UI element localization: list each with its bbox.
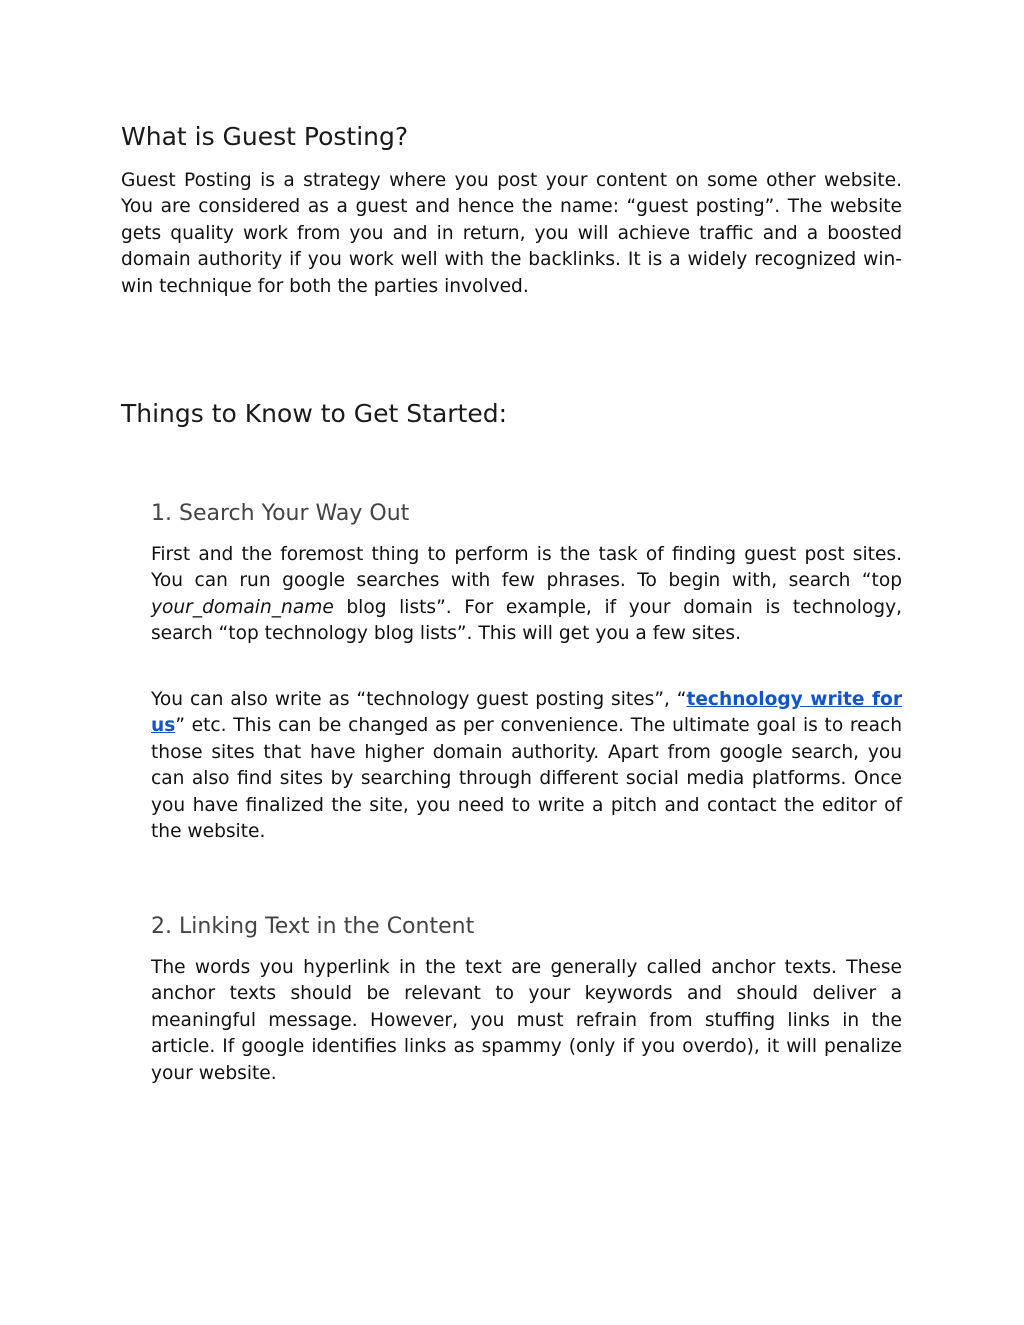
- section-2-heading: [151, 913, 474, 941]
- section-1-p1-text-before: First and the foremost thing to perform is the task of finding guest post sites. You can run google searches with few phrases. To begin with, search “top: [151, 544, 902, 592]
- section-1-p2-text-after: ” etc. This can be changed as per convenience. The ultimate goal is to reach those sites that have higher domain authority. Apart from google search, you can also find sites by searching through different social media platforms. Once you have finalized the site, you need to write a pitch and contact the editor of the website.: [151, 715, 902, 843]
- section-1-heading: [151, 500, 409, 528]
- section-1-title: Search Your Way Out: [179, 501, 410, 526]
- section-heading-getting-started: Things to Know to Get Started:: [121, 399, 508, 428]
- section-2-paragraph-1: The words you hyperlink in the text are generally called anchor texts. These anchor texts should be relevant to your keywords and should deliver a meaningful message. However, you must refrain from stuffing links in the article. If google identifies links as spammy (only if you overdo), it will penalize your website.: [151, 957, 902, 1084]
- intro-paragraph: Guest Posting is a strategy where you post your content on some other website. You are considered as a guest and hence the name: “guest posting”. The website gets quality work from you and in return, you will achieve traffic and a boosted domain authority if you work well with the backlinks. It is a widely recognized win-win technique for both the parties involved.: [121, 170, 902, 297]
- section-1-p1-italic-placeholder: your_domain_name: [151, 596, 334, 618]
- section-1-number: 1.: [151, 501, 172, 526]
- technology-write-for-us-link[interactable]: technology write for us: [151, 689, 903, 737]
- section-1-paragraph-2: [151, 687, 902, 845]
- section-2-number: 2.: [151, 914, 172, 939]
- section-1-p2-text-before: You can also write as “technology guest posting sites”, “: [151, 689, 687, 710]
- page-title: What is Guest Posting?: [121, 122, 409, 151]
- section-2-title: Linking Text in the Content: [179, 914, 475, 939]
- section-1-p1-text-after: blog lists”. For example, if your domain is technology, search “top technology blog lists”. This will get you a few sites.: [151, 596, 902, 645]
- section-1-paragraph-1: [151, 542, 902, 648]
